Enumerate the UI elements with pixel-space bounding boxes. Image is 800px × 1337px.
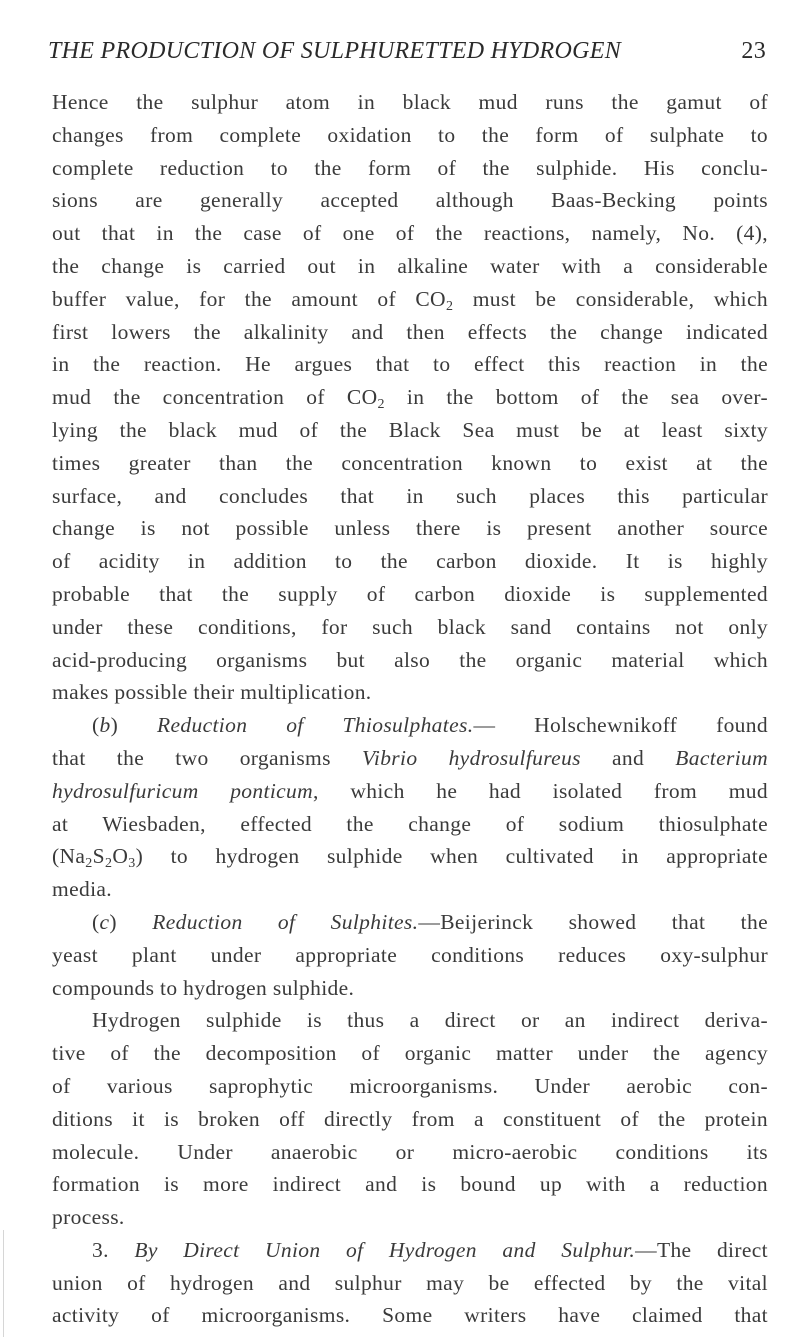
text-line: acid-producing organisms but also the organic material which bbox=[52, 647, 768, 672]
running-head bbox=[48, 38, 766, 72]
text-line: yeast plant under appropriate conditions reduces oxy-sulphur bbox=[52, 942, 768, 967]
organism-name: Bacterium bbox=[675, 745, 768, 770]
subscript: 2 bbox=[445, 298, 454, 314]
text-line: tive of the decomposition of organic matter under the agency bbox=[52, 1041, 768, 1066]
subscript: 2 bbox=[85, 856, 93, 872]
text-run: O bbox=[112, 844, 129, 869]
text-line: under these conditions, for such black sand contains not only bbox=[52, 614, 768, 639]
text-run: , which he had isolated from mud bbox=[313, 778, 768, 803]
text-line: Hence the sulphur atom in black mud runs the gamut of bbox=[52, 90, 768, 114]
section-heading-line bbox=[52, 906, 768, 939]
text-line: makes possible their multiplication. bbox=[52, 680, 372, 705]
text-line: formation is more indirect and is bound up with a reduction bbox=[52, 1172, 768, 1197]
section-heading-line bbox=[52, 709, 768, 742]
text-run: ) bbox=[110, 713, 158, 738]
text-line: times greater than the concentration known to exist at the bbox=[52, 450, 768, 475]
text-run: that the two organisms bbox=[52, 745, 362, 770]
subscript: 2 bbox=[104, 856, 113, 872]
text-run: ) bbox=[109, 909, 153, 934]
text-run: ( bbox=[92, 713, 100, 738]
text-line: process. bbox=[52, 1205, 125, 1230]
text-line: probable that the supply of carbon dioxide is supplemented bbox=[52, 581, 768, 606]
text-line: complete reduction to the form of the sulphide. His conclu- bbox=[52, 155, 768, 180]
subscript: 3 bbox=[128, 856, 136, 872]
text-line: of acidity in addition to the carbon dioxide. It is highly bbox=[52, 549, 768, 574]
text-run: and bbox=[580, 745, 676, 770]
text-line: compounds to hydrogen sulphide. bbox=[52, 975, 355, 1000]
text-line: at Wiesbaden, effected the change of sodium thiosulphate bbox=[52, 811, 768, 836]
text-line: the change is carried out in alkaline water with a considerable bbox=[52, 253, 768, 278]
text-line: lying the black mud of the Black Sea must be at least sixty bbox=[52, 417, 768, 442]
text-line: sions are generally accepted although Baas-Becking points bbox=[52, 188, 768, 213]
text-run: in the bottom of the sea over- bbox=[384, 385, 768, 410]
text-line: activity of microorganisms. Some writers have claimed that bbox=[52, 1303, 768, 1328]
text-line bbox=[52, 283, 768, 316]
text-run: S bbox=[92, 844, 105, 869]
subscript: 2 bbox=[377, 397, 385, 413]
text-run: mud the concentration of CO bbox=[52, 385, 378, 410]
text-line: changes from complete oxidation to the form of sulphate to bbox=[52, 122, 768, 147]
text-run: (Na bbox=[52, 844, 86, 869]
text-run: — Holschewnikoff found bbox=[473, 713, 768, 738]
body-text bbox=[52, 86, 768, 1332]
text-line bbox=[52, 381, 768, 414]
text-line: union of hydrogen and sulphur may be effected by the vital bbox=[52, 1270, 768, 1295]
running-title: THE PRODUCTION OF SULPHURETTED HYDROGEN bbox=[48, 38, 622, 64]
text-line: surface, and concludes that in such places this particular bbox=[52, 483, 768, 508]
text-run: must be considerable, which bbox=[453, 286, 769, 311]
text-line: molecule. Under anaerobic or micro-aerobic conditions its bbox=[52, 1139, 768, 1164]
text-line: Hydrogen sulphide is thus a direct or an indirect deriva- bbox=[92, 1008, 768, 1033]
section-heading: Reduction of Sulphites. bbox=[152, 909, 419, 934]
organism-name: hydrosulfuricum ponticum bbox=[52, 778, 314, 803]
text-run: ) to hydrogen sulphide when cultivated in appropriate bbox=[135, 844, 768, 869]
page-number: 23 bbox=[741, 38, 766, 64]
section-number: 3. bbox=[92, 1237, 135, 1262]
text-line: media. bbox=[52, 877, 113, 902]
section-letter: c bbox=[99, 909, 110, 934]
text-run: ( bbox=[92, 909, 100, 934]
scan-edge-line bbox=[3, 1230, 4, 1337]
text-line: first lowers the alkalinity and then effects the change indicated bbox=[52, 319, 768, 344]
section-letter: b bbox=[99, 713, 111, 738]
organism-name: Vibrio hydrosulfureus bbox=[361, 745, 581, 770]
text-line bbox=[52, 840, 768, 873]
text-line: out that in the case of one of the reactions, namely, No. (4), bbox=[52, 221, 768, 246]
text-line: in the reaction. He argues that to effect this reaction in the bbox=[52, 352, 768, 377]
section-heading: By Direct Union of Hydrogen and Sulphur. bbox=[134, 1237, 636, 1262]
section-heading-line bbox=[52, 1234, 768, 1267]
text-line: change is not possible unless there is present another source bbox=[52, 516, 768, 541]
text-run: —Beijerinck showed that the bbox=[418, 909, 768, 934]
text-line: of various saprophytic microorganisms. Under aerobic con- bbox=[52, 1073, 768, 1098]
text-line: ditions it is broken off directly from a constituent of the protein bbox=[52, 1106, 768, 1131]
text-run: —The direct bbox=[635, 1237, 768, 1262]
text-run: buffer value, for the amount of CO bbox=[52, 286, 446, 311]
text-line bbox=[52, 742, 768, 775]
text-line bbox=[52, 775, 768, 808]
section-heading: Reduction of Thiosulphates. bbox=[157, 713, 474, 738]
